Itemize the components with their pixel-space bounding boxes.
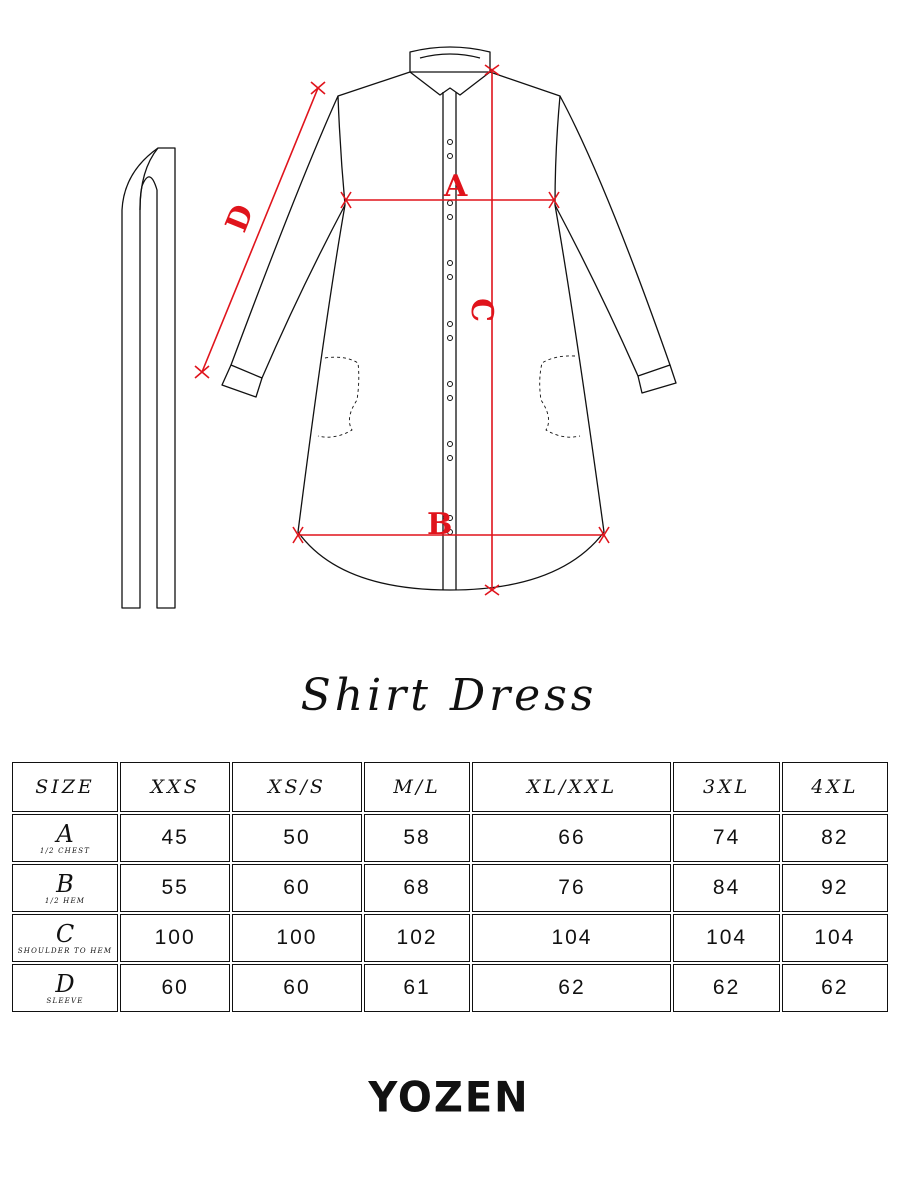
table-cell: 62	[673, 964, 779, 1012]
header-xl-xxl: XL/XXL	[472, 762, 671, 812]
table-cell: 61	[364, 964, 471, 1012]
table-cell: 60	[120, 964, 230, 1012]
table-cell: 60	[232, 964, 361, 1012]
button	[448, 336, 453, 341]
table-cell: 104	[673, 914, 779, 962]
left-sleeve	[231, 96, 345, 378]
row-head-a	[12, 814, 118, 862]
table-cell: 50	[232, 814, 361, 862]
button	[448, 456, 453, 461]
table-cell: 62	[472, 964, 671, 1012]
table-cell: 55	[120, 864, 230, 912]
right-pocket	[540, 356, 580, 437]
table-cell: 66	[472, 814, 671, 862]
button	[448, 442, 453, 447]
button	[448, 261, 453, 266]
table-cell: 82	[782, 814, 888, 862]
table-cell: 102	[364, 914, 471, 962]
label-c: C	[464, 298, 499, 322]
button	[448, 140, 453, 145]
row-sublabel: SHOULDER TO HEM	[17, 946, 113, 955]
table-cell: 104	[782, 914, 888, 962]
left-pocket	[318, 357, 359, 437]
table-cell: 58	[364, 814, 471, 862]
table-cell: 62	[782, 964, 888, 1012]
belt-strap-outer	[122, 148, 175, 608]
size-chart-table	[10, 760, 890, 1014]
measure-d-line	[202, 88, 318, 372]
row-letter: A	[56, 819, 74, 848]
row-head-c	[12, 914, 118, 962]
table-cell: 60	[232, 864, 361, 912]
label-b: B	[427, 507, 453, 542]
product-title: Shirt Dress	[300, 670, 598, 721]
row-head-d	[12, 964, 118, 1012]
table-cell: 104	[472, 914, 671, 962]
label-a: A	[444, 169, 468, 204]
table-cell: 92	[782, 864, 888, 912]
header-m-l: M/L	[364, 762, 471, 812]
table-cell: 100	[232, 914, 361, 962]
table-cell: 84	[673, 864, 779, 912]
table-cell: 100	[120, 914, 230, 962]
button	[448, 154, 453, 159]
table-cell: 76	[472, 864, 671, 912]
button	[448, 275, 453, 280]
row-letter: C	[55, 919, 75, 948]
table-header-row	[12, 762, 888, 812]
table-row	[12, 814, 888, 862]
brand-logo: YOZEN	[368, 1073, 530, 1123]
button	[448, 322, 453, 327]
row-sublabel: 1/2 CHEST	[39, 846, 91, 855]
table-row	[12, 864, 888, 912]
row-letter: B	[56, 869, 74, 898]
row-head-b	[12, 864, 118, 912]
header-xs-s: XS/S	[232, 762, 361, 812]
collar-band	[420, 54, 480, 58]
row-sublabel: SLEEVE	[46, 996, 84, 1005]
label-d: D	[219, 199, 262, 238]
belt-strap-fold	[140, 148, 158, 210]
button	[448, 382, 453, 387]
right-sleeve	[555, 96, 670, 376]
table-cell: 68	[364, 864, 471, 912]
table-cell: 74	[673, 814, 779, 862]
row-sublabel: 1/2 HEM	[44, 896, 86, 905]
table-row	[12, 964, 888, 1012]
header-xxs: XXS	[120, 762, 230, 812]
header-3xl: 3XL	[673, 762, 779, 812]
header-size: SIZE	[12, 762, 118, 812]
row-letter: D	[55, 969, 75, 998]
table-row	[12, 914, 888, 962]
table-cell: 45	[120, 814, 230, 862]
button	[448, 396, 453, 401]
button	[448, 215, 453, 220]
header-4xl: 4XL	[782, 762, 888, 812]
